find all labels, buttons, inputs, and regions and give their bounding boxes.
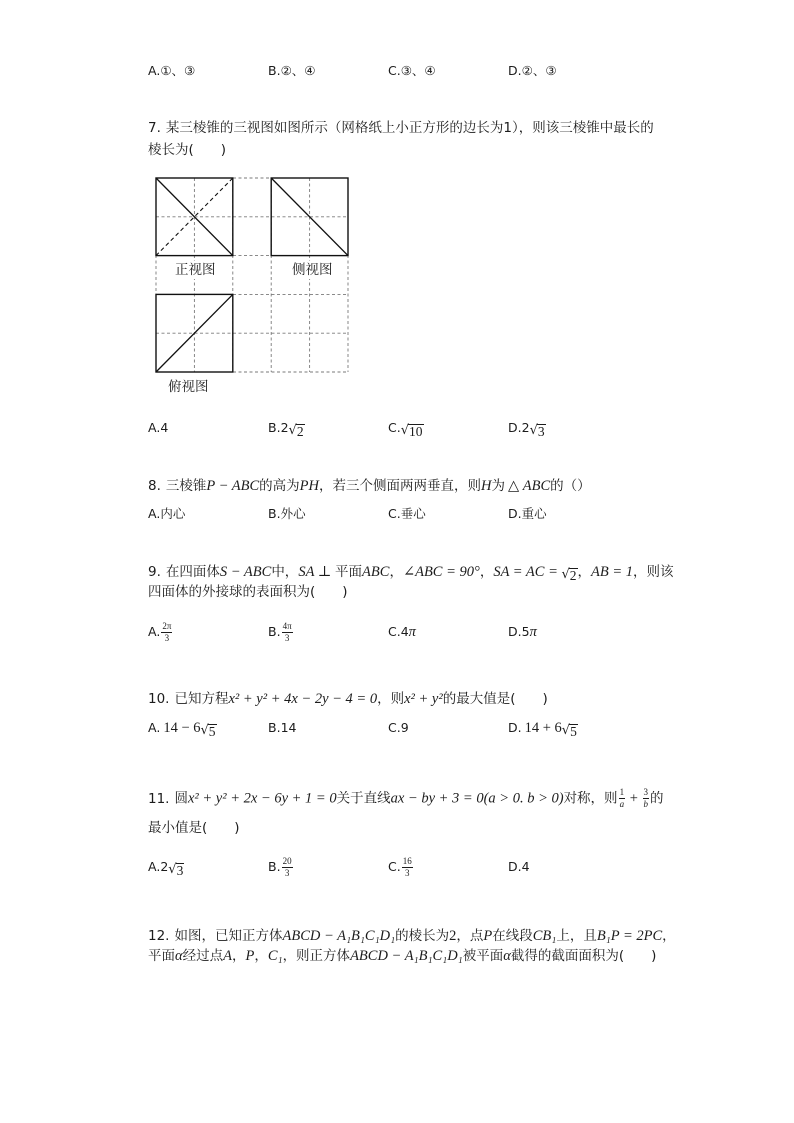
math-expression: SA ⊥ <box>298 564 336 580</box>
option-d <box>508 418 546 438</box>
option-label: A. <box>148 506 161 521</box>
math-expression: ABCD − A₁B₁C₁D₁ <box>282 928 396 944</box>
math-expression: x² + y² + 2x − 6y + 1 = 0 <box>187 790 337 807</box>
option-a <box>148 622 173 642</box>
question-text: 某三棱锥的三视图如图所示（网格纸上小正方形的边长为1），则该三棱锥中最长的 <box>165 120 654 136</box>
sqrt-expression <box>401 423 424 438</box>
option-b <box>268 418 305 438</box>
question-text: 在线段 <box>492 928 533 944</box>
math-expression: P <box>483 928 493 944</box>
question-text: ， <box>231 948 246 964</box>
fraction <box>643 788 650 809</box>
fraction <box>619 788 626 809</box>
question-9-line-1 <box>148 562 674 582</box>
question-8-line-1 <box>148 476 591 496</box>
option-a <box>148 718 217 738</box>
question-text: ，点 <box>456 928 484 944</box>
numerator: 1 <box>619 787 625 797</box>
radical-sign: √ <box>288 423 297 438</box>
question-text: 中， <box>271 564 299 580</box>
option-text: 4 <box>521 859 530 874</box>
option-c <box>388 504 426 524</box>
option-label: D. <box>508 624 522 639</box>
option-text: 重心 <box>521 506 547 521</box>
option-c <box>388 61 436 81</box>
fraction <box>282 857 293 878</box>
fraction <box>402 857 413 878</box>
front-view-label: 正视图 <box>175 262 216 278</box>
numerator: 3 <box>643 787 648 797</box>
option-label: A. <box>148 63 161 78</box>
option-d <box>508 718 578 738</box>
question-text: ， <box>662 928 676 944</box>
question-text: 为 <box>491 478 505 494</box>
radicand: 2 <box>296 424 304 439</box>
option-a <box>148 418 168 438</box>
question-text: 如图，已知正方体 <box>174 928 283 944</box>
option-text: 垂心 <box>400 506 426 521</box>
option-label: D. <box>508 63 522 78</box>
radicand: 2 <box>569 568 577 583</box>
option-label: D. <box>508 420 522 435</box>
numerator: 2π <box>162 621 172 631</box>
question-7-line-2 <box>148 140 226 160</box>
question-text: 已知方程 <box>174 691 229 707</box>
math-expression: π <box>529 624 537 640</box>
option-a <box>148 61 195 81</box>
denominator: b <box>643 799 648 809</box>
math-expression: AB = 1 <box>591 564 634 580</box>
radical-sign: √ <box>529 423 538 438</box>
question-text: 圆 <box>174 790 188 807</box>
option-label: A. <box>148 420 161 435</box>
denominator: 3 <box>164 633 170 643</box>
radicand: 5 <box>208 724 216 739</box>
question-text: 的（） <box>550 478 591 494</box>
radical-sign: √ <box>168 862 177 877</box>
radicand: 10 <box>409 424 423 439</box>
sqrt-expression <box>289 423 305 438</box>
sqrt-expression <box>562 567 578 582</box>
option-label: A. <box>148 720 161 735</box>
plus-sign: + <box>626 790 642 807</box>
sqrt-expression <box>530 423 546 438</box>
question-text: 平面 <box>148 948 175 964</box>
math-expression: S − ABC <box>219 564 272 580</box>
question-text: ， <box>577 564 592 580</box>
math-expression: 14 − 6 <box>163 720 201 736</box>
question-text: 三棱锥 <box>165 478 207 494</box>
math-expression: P − ABC <box>206 478 260 494</box>
option-d <box>508 504 547 524</box>
option-text: ③、④ <box>400 63 436 78</box>
fraction <box>282 622 293 643</box>
sqrt-expression <box>168 862 184 877</box>
option-label: D. <box>508 720 522 735</box>
option-text: 2 <box>160 859 169 874</box>
option-b <box>268 61 315 81</box>
option-b <box>268 718 296 738</box>
question-text: 经过点 <box>182 948 224 964</box>
option-label: D. <box>508 506 522 521</box>
option-d <box>508 857 530 877</box>
option-b <box>268 622 294 642</box>
math-expression: B₁P = 2PC <box>596 928 663 944</box>
radicand: 5 <box>570 724 577 739</box>
question-text: 的 <box>650 790 664 807</box>
option-label: C. <box>388 624 401 639</box>
math-expression: π <box>408 624 416 640</box>
option-text: ②、③ <box>521 63 557 78</box>
sqrt-expression <box>201 723 217 738</box>
math-expression: △ ABC <box>507 478 551 494</box>
radicand: 3 <box>537 424 545 439</box>
question-number: 11. <box>148 790 170 807</box>
option-a <box>148 857 184 877</box>
question-11-line-2 <box>148 818 240 838</box>
question-text: 的棱长为 <box>395 928 450 944</box>
question-text: 的最大值是( ) <box>442 691 548 707</box>
question-text: 最小值是( ) <box>148 820 240 836</box>
option-label: B. <box>268 859 281 874</box>
radical-sign: √ <box>400 423 409 438</box>
math-expression: SA = AC = <box>493 564 562 580</box>
radicand: 3 <box>176 863 184 878</box>
question-text: 截得的截面面积为( ) <box>510 948 657 964</box>
question-text: 棱长为( ) <box>148 142 227 158</box>
option-label: B. <box>268 420 281 435</box>
fraction <box>161 622 172 643</box>
option-label: B. <box>268 720 281 735</box>
option-label: B. <box>268 624 281 639</box>
math-expression: x² + y² <box>404 691 443 707</box>
option-text: 4 <box>160 420 169 435</box>
option-d <box>508 61 557 81</box>
question-text: 四面体的外接球的表面积为( ) <box>148 584 348 600</box>
question-number: 10. <box>148 691 170 707</box>
option-label: A. <box>148 624 161 639</box>
math-expression: ∠ABC = 90° <box>402 564 480 580</box>
option-text: ①、③ <box>160 63 196 78</box>
math-expression: ax − by + 3 = 0(a > 0. b > 0) <box>390 790 564 807</box>
question-11-line-1 <box>148 788 664 808</box>
option-label: B. <box>268 63 281 78</box>
denominator: 3 <box>284 868 290 878</box>
question-text: ，则该 <box>633 564 674 580</box>
question-text: 对称，则 <box>563 790 618 807</box>
question-text: 上，且 <box>556 928 597 944</box>
option-text: 5 <box>521 624 530 639</box>
question-text: ，则正方体 <box>282 948 351 964</box>
radical-sign: √ <box>200 723 209 738</box>
option-d <box>508 622 537 642</box>
math-expression: H <box>481 478 492 494</box>
option-label: C. <box>388 859 401 874</box>
math-expression: ABCD − A₁B₁C₁D₁ <box>350 948 463 964</box>
math-expression: x² + y² + 4x − 2y − 4 = 0 <box>228 691 378 707</box>
math-expression: 14 + 6 <box>524 720 562 736</box>
question-text: ， <box>389 564 403 580</box>
numerator: 4π <box>282 621 292 631</box>
question-number: 9. <box>148 564 161 580</box>
question-text: 的高为 <box>259 478 300 494</box>
math-expression: 2 <box>449 928 457 944</box>
math-expression: A <box>223 948 232 964</box>
side-view-label: 侧视图 <box>292 262 333 278</box>
option-label: D. <box>508 859 522 874</box>
option-b <box>268 504 306 524</box>
option-c <box>388 418 424 438</box>
question-number: 7. <box>148 120 161 136</box>
option-c <box>388 718 409 738</box>
question-10-line-1 <box>148 689 548 709</box>
option-text: 14 <box>280 720 297 735</box>
math-expression: ABC <box>362 564 390 580</box>
option-c <box>388 857 414 877</box>
option-text: 2 <box>521 420 530 435</box>
option-label: C. <box>388 506 401 521</box>
option-text: 4 <box>400 624 409 639</box>
option-text: ②、④ <box>280 63 316 78</box>
option-text: 内心 <box>160 506 186 521</box>
option-text: 9 <box>400 720 409 735</box>
denominator: 3 <box>404 868 410 878</box>
numerator: 20 <box>282 856 292 866</box>
option-text: 外心 <box>280 506 306 521</box>
option-label: C. <box>388 720 401 735</box>
question-number: 12. <box>148 928 170 944</box>
top-view-label: 俯视图 <box>168 379 209 395</box>
question-text: 被平面 <box>462 948 504 964</box>
math-expression: C₁ <box>267 948 283 964</box>
question-text: 平面 <box>335 564 363 580</box>
option-label: C. <box>388 63 401 78</box>
denominator: 3 <box>284 633 290 643</box>
option-a <box>148 504 185 524</box>
question-7-line-1 <box>148 118 654 138</box>
question-text: 在四面体 <box>165 564 220 580</box>
question-text: 关于直线 <box>336 790 391 807</box>
math-expression: CB₁ <box>532 928 557 944</box>
option-text: 2 <box>280 420 289 435</box>
option-c <box>388 622 416 642</box>
math-expression: PH <box>299 478 319 494</box>
radical-sign: √ <box>561 567 570 582</box>
math-expression: α <box>175 948 183 964</box>
question-12-line-2 <box>148 946 656 966</box>
numerator: 16 <box>402 856 412 866</box>
option-label: A. <box>148 859 161 874</box>
question-text: ， <box>254 948 268 964</box>
option-b <box>268 857 294 877</box>
question-text: ，则 <box>377 691 405 707</box>
question-text: ，若三个侧面两两垂直，则 <box>319 478 481 494</box>
radical-sign: √ <box>561 723 571 738</box>
denominator: a <box>619 799 625 809</box>
question-text: ， <box>479 564 494 580</box>
math-expression: P <box>245 948 255 964</box>
sqrt-expression <box>562 723 578 738</box>
option-label: C. <box>388 420 401 435</box>
question-12-line-1 <box>148 926 676 946</box>
question-9-line-2 <box>148 582 348 602</box>
option-label: B. <box>268 506 281 521</box>
math-expression: α <box>503 948 511 964</box>
question-number: 8. <box>148 478 161 494</box>
